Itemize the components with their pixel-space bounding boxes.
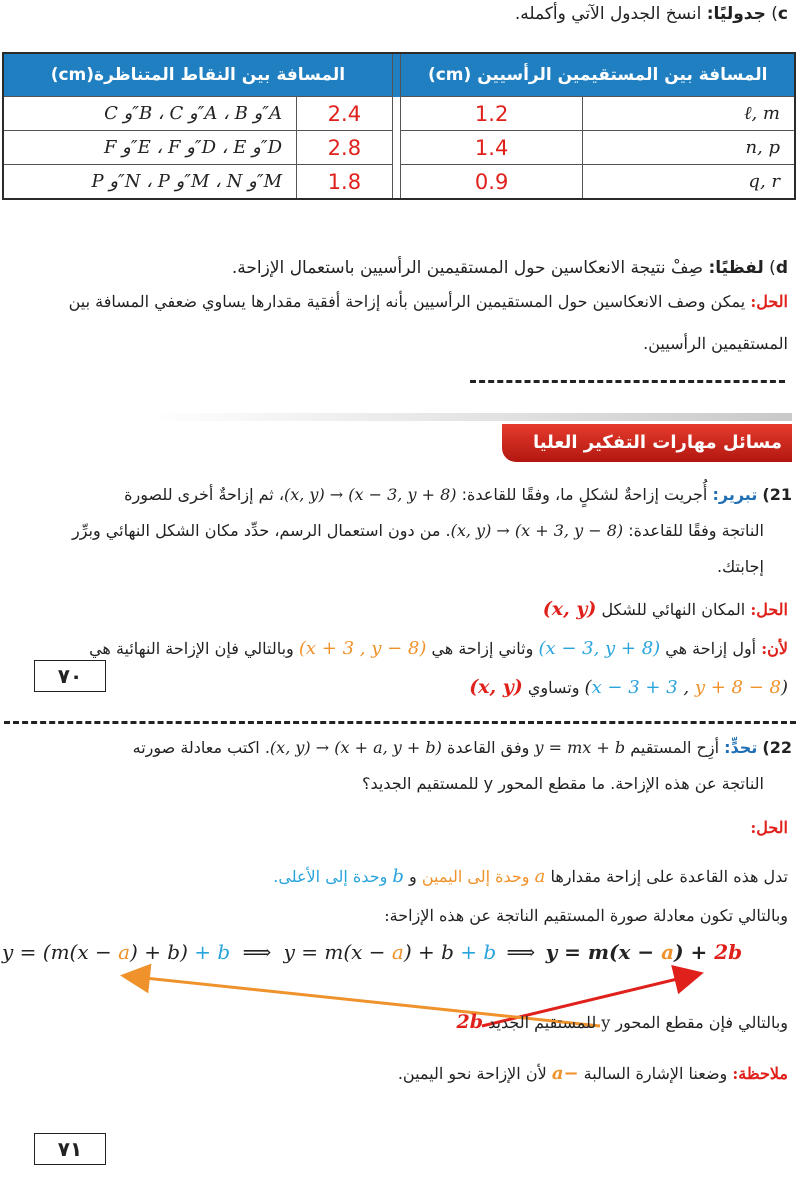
- eq3-b: ) +: [674, 940, 715, 964]
- note-text-b: لأن الإزاحة نحو اليمين.: [397, 1064, 547, 1083]
- points-value: 2.8: [297, 131, 393, 165]
- table-row: [3, 131, 795, 165]
- eq3-2b: 2b: [714, 940, 743, 964]
- points-cell: A″و A ، B″و B ، C″و C: [3, 97, 297, 131]
- part-c-letter: c: [777, 4, 788, 24]
- q22-line2: الناتجة عن هذه الإزاحة. ما مقطع المحور y للمستقيم الجديد؟: [362, 774, 764, 793]
- eq2-plus-b: + b: [453, 940, 497, 964]
- lines-value: 1.2: [401, 97, 582, 131]
- lines-cell: ℓ, m: [582, 97, 795, 131]
- sol22-p2: وبالتالي تكون معادلة صورة المستقيم الناتجة عن هذه الإزاحة:: [384, 906, 788, 925]
- note-text-a: وضعنا الإشارة السالبة: [583, 1064, 728, 1083]
- q21-line2: [8, 521, 764, 540]
- table-row: [3, 165, 795, 200]
- sol21-sum: [469, 676, 788, 698]
- p1-and: و: [409, 867, 417, 886]
- q22-tail: . اكتب معادلة صورته: [132, 738, 270, 757]
- solution-label: الحل:: [750, 818, 788, 837]
- q21-line3: إجابتك.: [716, 557, 764, 576]
- p3-text: وبالتالي فإن مقطع المحور y للمستقيم الجديد: [488, 1013, 788, 1032]
- page-number-71: ٧١: [34, 1133, 106, 1165]
- equals-text: وتساوي: [527, 678, 580, 697]
- p1-text: تدل هذه القاعدة على إزاحة مقدارها: [550, 867, 788, 886]
- part-d-heading: d) لفظيًا: صِفْ نتيجة الانعكاسين حول المستقيمين الرأسيين باستعمال الإزاحة.: [231, 258, 788, 278]
- note-symbol: a−: [551, 1063, 579, 1084]
- points-value: 2.4: [297, 97, 393, 131]
- table-row: [3, 97, 795, 131]
- points-value: 1.8: [297, 165, 393, 200]
- sum-sep: ,: [677, 677, 695, 698]
- q21-tail1: ، ثم إزاحةٌ أخرى للصورة: [124, 485, 284, 504]
- solution-d: [12, 292, 788, 311]
- q22-number: 22): [762, 738, 792, 757]
- p1-up: وحدة إلى الأعلى.: [273, 867, 388, 886]
- because-text3: وبالتالي فإن الإزاحة النهائية هي: [89, 639, 294, 658]
- sol21-line1: [543, 598, 788, 620]
- points-cell: D″و D ، E″و E ، F″و F: [3, 131, 297, 165]
- p1-right: وحدة إلى اليمين: [421, 867, 530, 886]
- part-d-letter: d: [775, 258, 788, 278]
- data-table: [2, 52, 796, 200]
- note-label: ملاحظة:: [732, 1064, 788, 1083]
- divider: [470, 380, 785, 383]
- sol22-p1: [273, 866, 788, 887]
- q21-math1: (x, y) → (x − 3, y + 8): [283, 485, 457, 504]
- sum-open: (: [584, 677, 592, 698]
- eq3-a: y = m(x −: [545, 940, 662, 964]
- q21-title: تبرير:: [712, 485, 758, 504]
- lines-cell: n, p: [582, 131, 795, 165]
- solution-label: الحل:: [750, 292, 788, 311]
- p3-value: 2b: [456, 1011, 484, 1033]
- sol21-result: (x, y): [469, 676, 523, 698]
- q22-line1: [4, 738, 792, 757]
- part-c-heading: c) جدوليًا: انسخ الجدول الآتي وأكمله.: [514, 4, 788, 24]
- move2: (x + 3 , y − 8): [298, 638, 427, 659]
- eq1-b: ) + b): [130, 940, 188, 964]
- eq1-a: y = (m(x −: [2, 940, 119, 964]
- q21-tail2: . من دون استعمال الرسم، حدِّد مكان الشكل النهائي وبرِّر: [71, 521, 451, 540]
- because-text2: وثاني إزاحة هي: [431, 639, 534, 658]
- q21-text2: الناتجة وفقًا للقاعدة:: [628, 521, 764, 540]
- lines-value: 0.9: [401, 165, 582, 200]
- q21-text1: أُجريت إزاحةٌ لشكلٍ ما، وفقًا للقاعدة:: [461, 485, 708, 504]
- sol21-text: المكان النهائي للشكل: [601, 600, 746, 619]
- eq1-a-var: a: [118, 940, 131, 964]
- sol21-answer: (x, y): [542, 598, 597, 620]
- part-d-text: صِفْ نتيجة الانعكاسين حول المستقيمين الرأسيين باستعمال الإزاحة.: [231, 258, 704, 278]
- part-c-text: انسخ الجدول الآتي وأكمله.: [514, 4, 702, 24]
- header-points-distance: المسافة بين النقاط المتناظرة(cm): [3, 53, 392, 97]
- solution-d-line1: يمكن وصف الانعكاسين حول المستقيمين الرأسيين بأنه إزاحة أفقية مقدارها يساوي ضعفي المسافة بين: [68, 292, 746, 311]
- eq2-b: ) + b: [403, 940, 454, 964]
- q22-mid: وفق القاعدة: [446, 738, 530, 757]
- eq2-a-var: a: [391, 940, 404, 964]
- banner-shadow: [150, 413, 792, 421]
- sum-y: y + 8 − 8: [694, 677, 781, 698]
- sol22-label: [750, 818, 788, 837]
- page-divider: [4, 721, 796, 724]
- page-number-70: ٧٠: [34, 660, 106, 692]
- eq1-plus-b: + b: [187, 940, 231, 964]
- q21-math2: (x, y) → (x + 3, y − 8): [450, 521, 624, 540]
- sol22-p3: [457, 1011, 788, 1033]
- sol21-because: [89, 638, 788, 659]
- q22-title: تحدٍّ:: [724, 738, 758, 757]
- q22-text1: أزِح المستقيم: [630, 738, 720, 757]
- because-text1: أول إزاحة هي: [665, 639, 757, 658]
- sum-x: x − 3 + 3: [591, 677, 678, 698]
- var-a: a: [534, 866, 546, 887]
- sum-close: ): [780, 677, 788, 698]
- implies-arrow: ⟹: [242, 940, 272, 964]
- eq2-a: y = m(x −: [283, 940, 392, 964]
- part-d-title: لفظيًا:: [708, 258, 764, 278]
- banner-title: مسائل مهارات التفكير العليا: [502, 424, 792, 462]
- lines-value: 1.4: [401, 131, 582, 165]
- solution-d-line2: المستقيمين الرأسيين.: [643, 334, 788, 353]
- header-lines-distance: المسافة بين المستقيمين الرأسيين (cm): [401, 53, 795, 97]
- q22-eq: y = mx + b: [534, 738, 626, 757]
- implies-arrow: ⟹: [506, 940, 536, 964]
- points-cell: M″و M ، N″و N ، P″و P: [3, 165, 297, 200]
- q21-line1: [8, 485, 792, 504]
- because-label: لأن:: [761, 639, 788, 658]
- var-b: b: [392, 866, 404, 887]
- lines-cell: q, r: [582, 165, 795, 200]
- part-c-title: جدوليًا:: [706, 4, 766, 24]
- sol22-note: [398, 1063, 788, 1084]
- solution-label: الحل:: [750, 600, 788, 619]
- move1: (x − 3, y + 8): [538, 638, 661, 659]
- q22-math: (x, y) → (x + a, y + b): [269, 738, 442, 757]
- q21-number: 21): [762, 485, 792, 504]
- eq3-a-var: a: [661, 940, 675, 964]
